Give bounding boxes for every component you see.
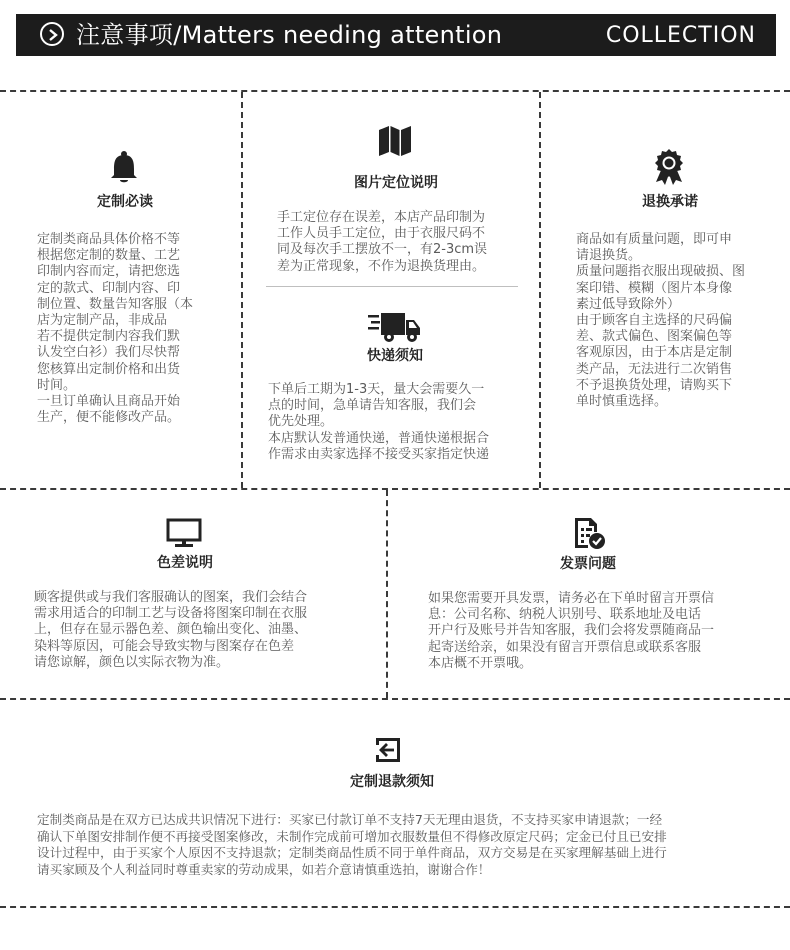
divider [0,90,790,92]
section-body: 下单后工期为1-3天，量大会需要久一 点的时间，急单请告知客服，我们会 优先处理。 本店默认发普通快递，普通快递根据合 作需求由卖家选择不接受买家指定快递 [268,382,490,462]
invoice-check-icon [572,516,606,550]
monitor-icon [166,518,202,548]
return-arrow-icon [372,734,404,766]
section-body: 顾客提供或与我们客服确认的图案，我们会结合 需求用适合的印制工艺与设备将图案印制在衣服 上，但存在显示器色差、颜色输出变化、油墨、 染料等原因，可能会导致实物与图案存在色差 请您谅解，颜色以实际衣物为准。 [34,590,308,670]
award-ribbon-icon [652,148,686,186]
section-heading: 定制必读 [97,194,153,210]
collection-label: COLLECTION [605,23,756,48]
section-heading: 发票问题 [560,556,616,572]
page-title: 注意事项/Matters needing attention [76,21,503,49]
divider [386,490,388,698]
section-body: 手工定位存在误差，本店产品印制为 工作人员手工定位，由于衣服尺码不 同及每次手工摆放不一，有2-3cm误 差为正常现象，不作为退换货理由。 [277,210,488,274]
section-heading: 图片定位说明 [354,175,438,191]
divider [0,698,790,700]
chevron-right-icon [40,22,64,46]
section-body: 定制类商品是在双方已达成共识情况下进行：买家已付款订单不支持7天无理由退货，不支持买家申请退款；一经 确认下单图安排制作便不再接受图案修改，未制作完成前可增加衣服数量但不得修改原定尺码；定金已付且已安排 设计过程中，由于买家个人原因不支持退款；定制类商品性质不同于单件商品，双方交易是在买家理解基础上进行 请买家顾及个人利益同时尊重卖家的劳动成果，如若介意请慎重选拍，谢谢合作！ [37,812,667,877]
section-heading: 定制退款须知 [350,774,434,790]
section-heading: 色差说明 [157,555,213,571]
section-body: 如果您需要开具发票，请务必在下单时留言开票信 息：公司名称、纳税人识别号、联系地址及电话 开户行及账号并告知客服，我们会将发票随商品一 起寄送给亲，如果没有留言开票信息或联系客服 本店概不开票哦。 [428,591,715,671]
divider [539,92,541,488]
section-heading: 快递须知 [367,348,423,364]
section-body: 定制类商品具体价格不等 根据您定制的数量、工艺 印制内容而定，请把您选 定的款式、印制内容、印 制位置、数量告知客服（本 店为定制产品，非成品 若不提供定制内容我们默 认发空白衫）我们尽快帮 您核算出定制价格和出货 时间。 一旦订单确认且商品开始 生产，便不能修改产品。 [37,232,194,426]
bell-icon [108,150,140,184]
divider [0,906,790,908]
divider [266,286,518,287]
section-body: 商品如有质量问题，即可申 请退换货。 质量问题指衣服出现破损、图 案印错、模糊（图片本身像 素过低导致除外） 由于顾客自主选择的尺码偏 差、款式偏色、图案偏色等 客观原因，由于本店是定制 类产品，无法进行二次销售 不予退换货处理，请购买下 单时慎重选择。 [576,232,746,410]
divider [0,488,790,490]
section-heading: 退换承诺 [642,194,698,210]
delivery-truck-icon [368,311,422,343]
header-bar [16,14,776,56]
divider [241,92,243,488]
map-icon [378,125,412,157]
